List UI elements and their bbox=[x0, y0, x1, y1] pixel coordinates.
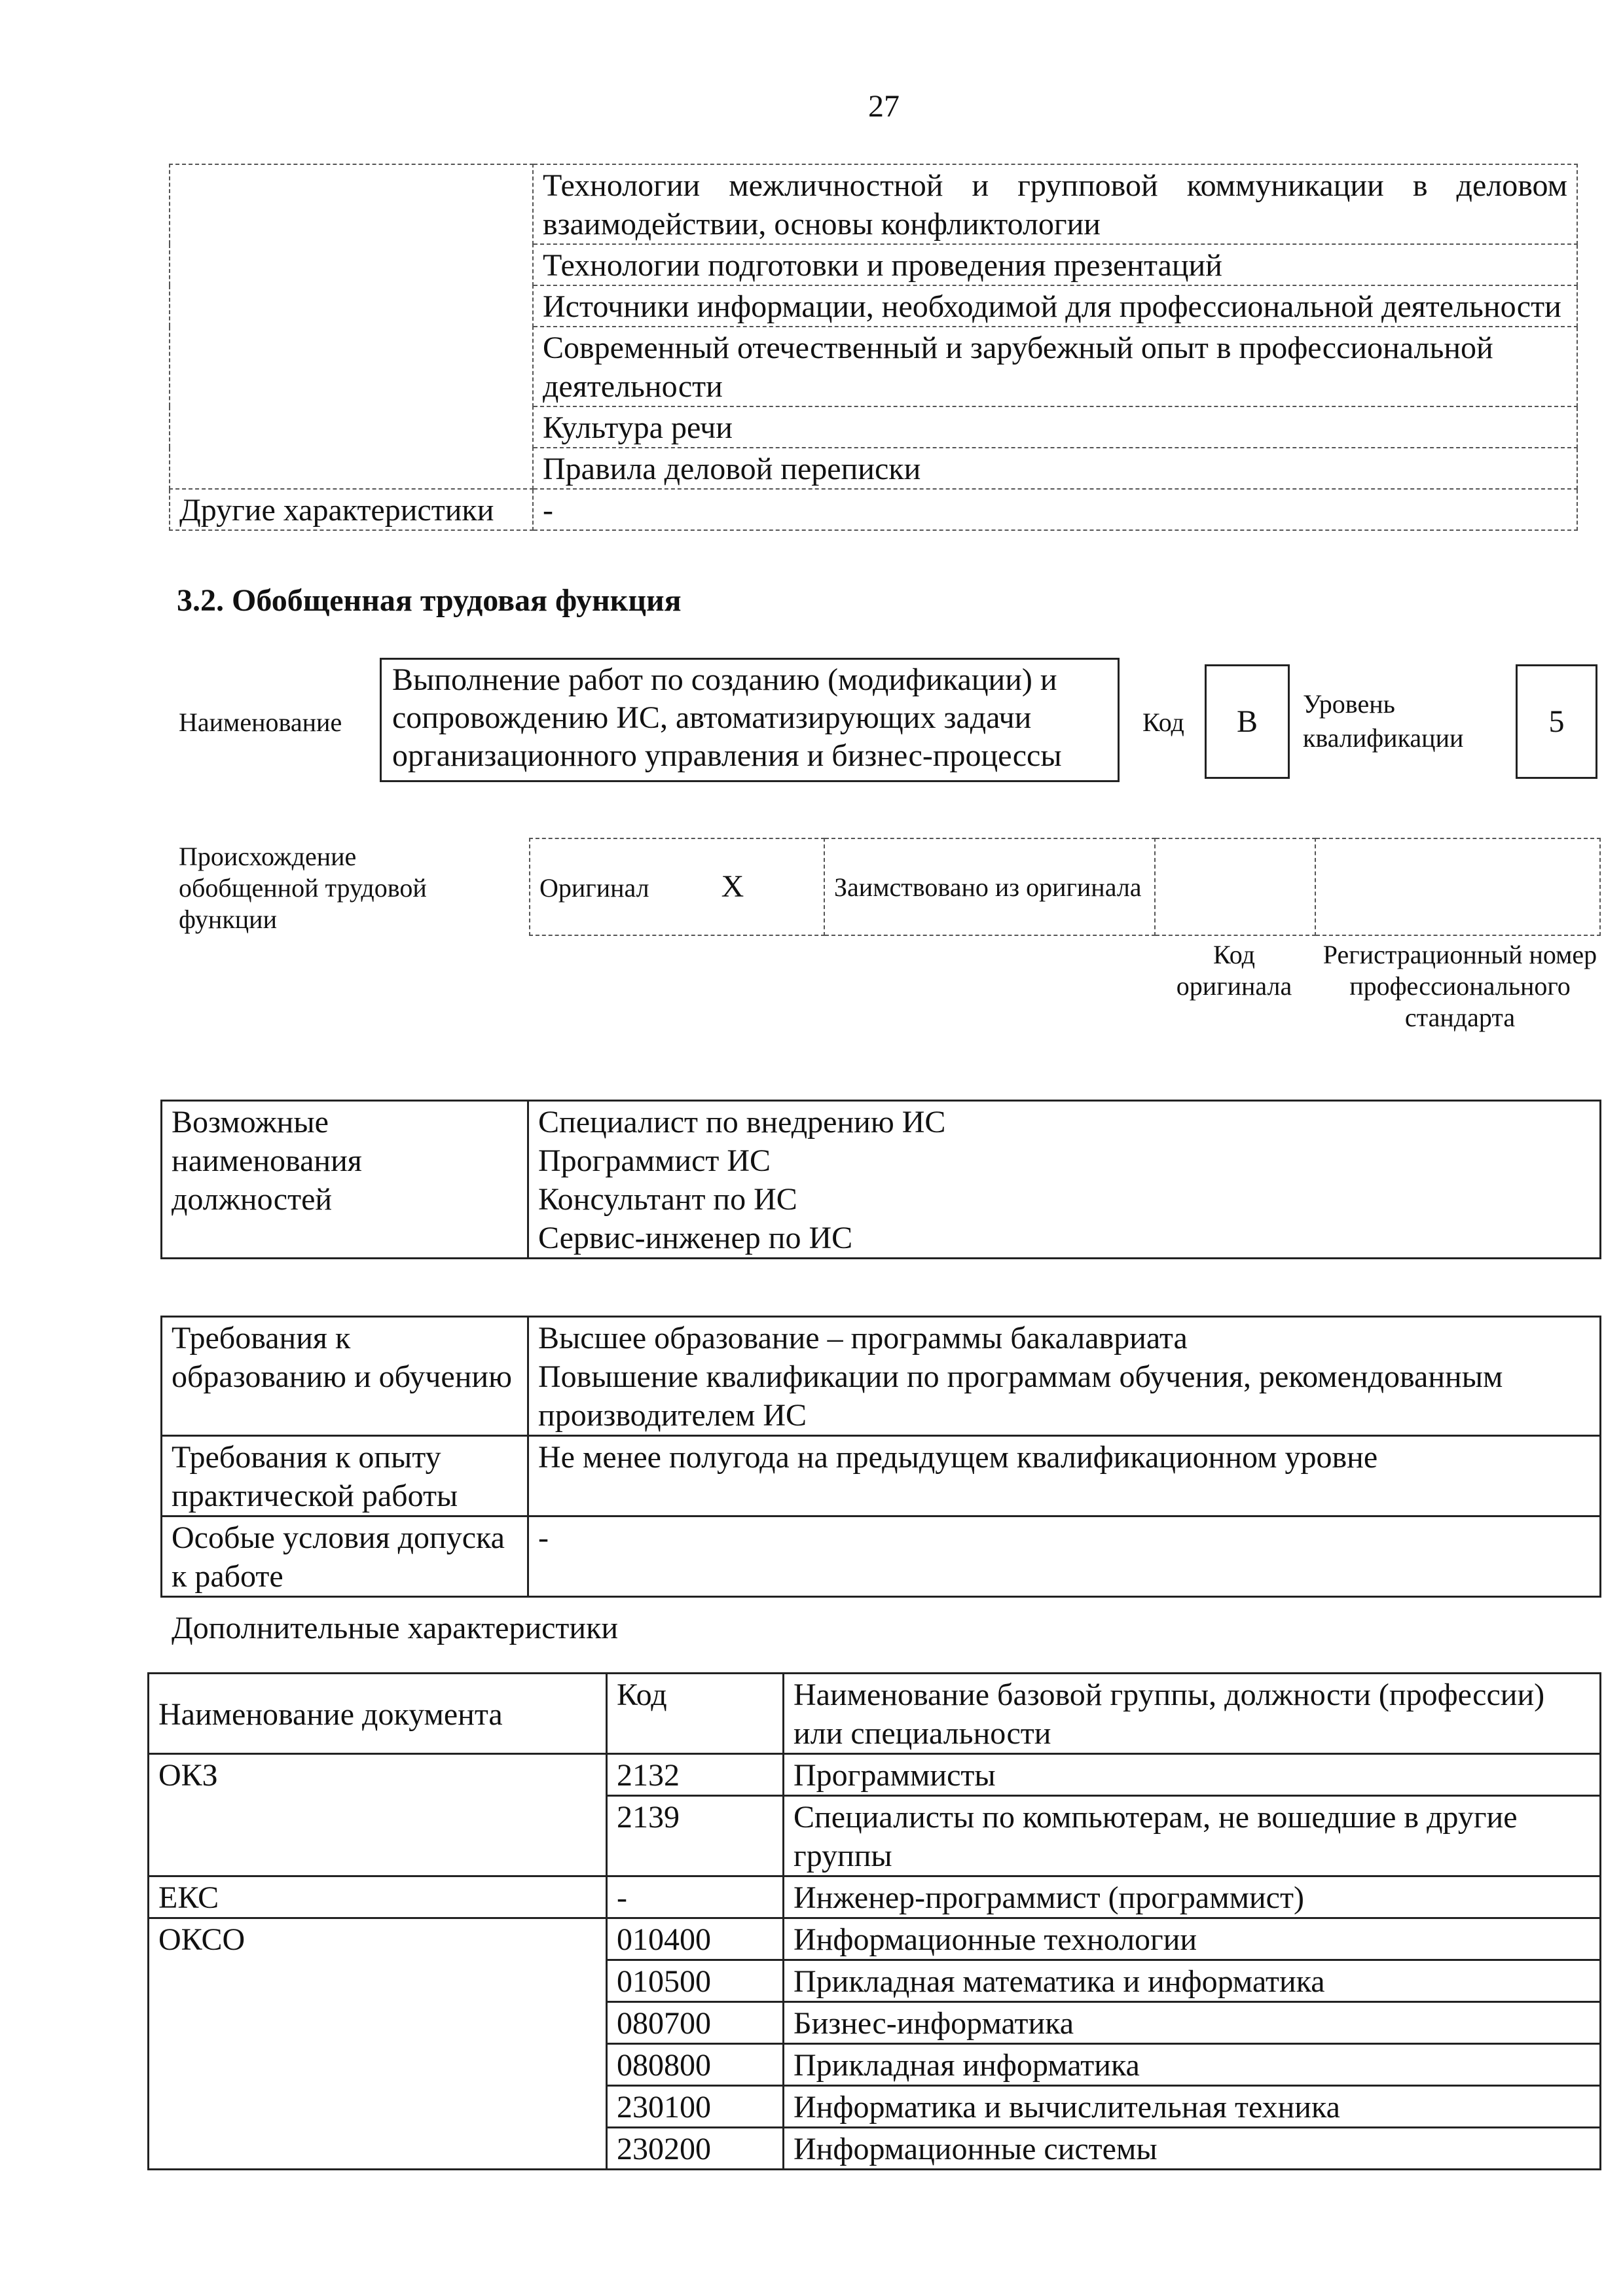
header-name: Наименование базовой группы, должности (профессии) или специальности bbox=[784, 1674, 1601, 1754]
name-cell: Информационные системы bbox=[784, 2128, 1601, 2170]
code-cell: 2139 bbox=[607, 1796, 784, 1876]
reg-number-cell bbox=[1315, 838, 1600, 935]
borrowed-label: Заимствовано из оригинала bbox=[824, 838, 1155, 935]
name-cell: Прикладная математика и информатика bbox=[784, 1960, 1601, 2002]
level-box bbox=[1516, 664, 1597, 779]
code-cell: 010400 bbox=[607, 1918, 784, 1960]
code-caption: Код оригинала bbox=[1176, 940, 1292, 1001]
header-doc: Наименование документа bbox=[149, 1674, 607, 1754]
requirement-line: Повышение квалификации по программам обучения, рекомендованным производителем ИС bbox=[538, 1359, 1503, 1433]
code-cell: 010500 bbox=[607, 1960, 784, 2002]
code-value: B bbox=[1236, 704, 1258, 739]
name-cell: Инженер-программист (программист) bbox=[784, 1876, 1601, 1918]
name-cell: Специалисты по компьютерам, не вошедшие в другие группы bbox=[784, 1796, 1601, 1876]
other-characteristics-value: - bbox=[533, 489, 1577, 530]
other-characteristics-label: Другие характеристики bbox=[170, 489, 533, 530]
knowledge-row: Современный отечественный и зарубежный опыт в профессиональной деятельности bbox=[533, 327, 1577, 406]
header-code: Код bbox=[607, 1674, 784, 1754]
name-cell: Информационные технологии bbox=[784, 1918, 1601, 1960]
additional-table bbox=[147, 1672, 1601, 2170]
requirement-label: Требования к образованию и обучению bbox=[162, 1317, 528, 1436]
page-number: 27 bbox=[868, 89, 900, 124]
name-cell: Программисты bbox=[784, 1754, 1601, 1796]
doc-cell: ЕКС bbox=[149, 1876, 607, 1918]
origin-label: Происхождение обобщенной трудовой функции bbox=[179, 842, 427, 934]
position-item: Консультант по ИС bbox=[538, 1182, 797, 1217]
requirement-label: Требования к опыту практической работы bbox=[162, 1436, 528, 1516]
function-name-box bbox=[380, 658, 1120, 782]
knowledge-row: Культура речи bbox=[533, 406, 1577, 448]
positions-list bbox=[528, 1101, 1601, 1259]
original-mark: X bbox=[721, 869, 744, 904]
reg-caption: Регистрационный номер профессионального стандарта bbox=[1322, 940, 1597, 1032]
name-cell: Информатика и вычислительная техника bbox=[784, 2086, 1601, 2128]
knowledge-table bbox=[169, 164, 1578, 531]
knowledge-row: Технологии подготовки и проведения презентаций bbox=[533, 244, 1577, 285]
knowledge-label-cell bbox=[170, 164, 533, 489]
name-label: Наименование bbox=[179, 708, 342, 737]
position-item: Программист ИС bbox=[538, 1143, 771, 1178]
original-cell bbox=[530, 838, 824, 935]
level-label: Уровень квалификации bbox=[1303, 689, 1464, 753]
knowledge-row: Технологии межличностной и групповой коммуникации в деловом взаимодействии, основы конфликтологии bbox=[533, 164, 1577, 244]
code-cell: 080800 bbox=[607, 2044, 784, 2086]
code-cell: 230100 bbox=[607, 2086, 784, 2128]
code-cell: 080700 bbox=[607, 2002, 784, 2044]
code-cell: 230200 bbox=[607, 2128, 784, 2170]
code-cell: 2132 bbox=[607, 1754, 784, 1796]
doc-cell: ОКЗ bbox=[149, 1754, 607, 1876]
name-cell: Бизнес-информатика bbox=[784, 2002, 1601, 2044]
original-label: Оригинал bbox=[539, 873, 649, 903]
code-cell: - bbox=[607, 1876, 784, 1918]
requirement-value bbox=[528, 1317, 1601, 1436]
positions-label: Возможные наименования должностей bbox=[162, 1101, 528, 1259]
original-code-cell bbox=[1155, 838, 1315, 935]
level-value: 5 bbox=[1548, 704, 1565, 739]
requirements-table bbox=[160, 1316, 1601, 1598]
position-item: Сервис-инженер по ИС bbox=[538, 1221, 853, 1255]
section-title: 3.2. Обобщенная трудовая функция bbox=[177, 583, 682, 618]
knowledge-row: Источники информации, необходимой для профессиональной деятельности bbox=[533, 285, 1577, 327]
code-label: Код bbox=[1142, 708, 1184, 737]
name-cell: Прикладная информатика bbox=[784, 2044, 1601, 2086]
code-box bbox=[1205, 664, 1290, 779]
requirement-value: - bbox=[528, 1516, 1601, 1597]
function-name: Выполнение работ по созданию (модификации) и сопровождению ИС, автоматизирующих задачи организационного управления и бизнес-процессы bbox=[392, 662, 1062, 773]
requirement-label: Особые условия допуска к работе bbox=[162, 1516, 528, 1597]
requirement-line: Высшее образование – программы бакалавриата bbox=[538, 1321, 1188, 1355]
additional-title: Дополнительные характеристики bbox=[172, 1611, 619, 1645]
positions-table bbox=[160, 1100, 1601, 1259]
origin-table bbox=[529, 838, 1601, 936]
knowledge-row: Правила деловой переписки bbox=[533, 448, 1577, 489]
doc-cell: ОКСО bbox=[149, 1918, 607, 2170]
requirement-value: Не менее полугода на предыдущем квалификационном уровне bbox=[528, 1436, 1601, 1516]
position-item: Специалист по внедрению ИС bbox=[538, 1105, 946, 1139]
